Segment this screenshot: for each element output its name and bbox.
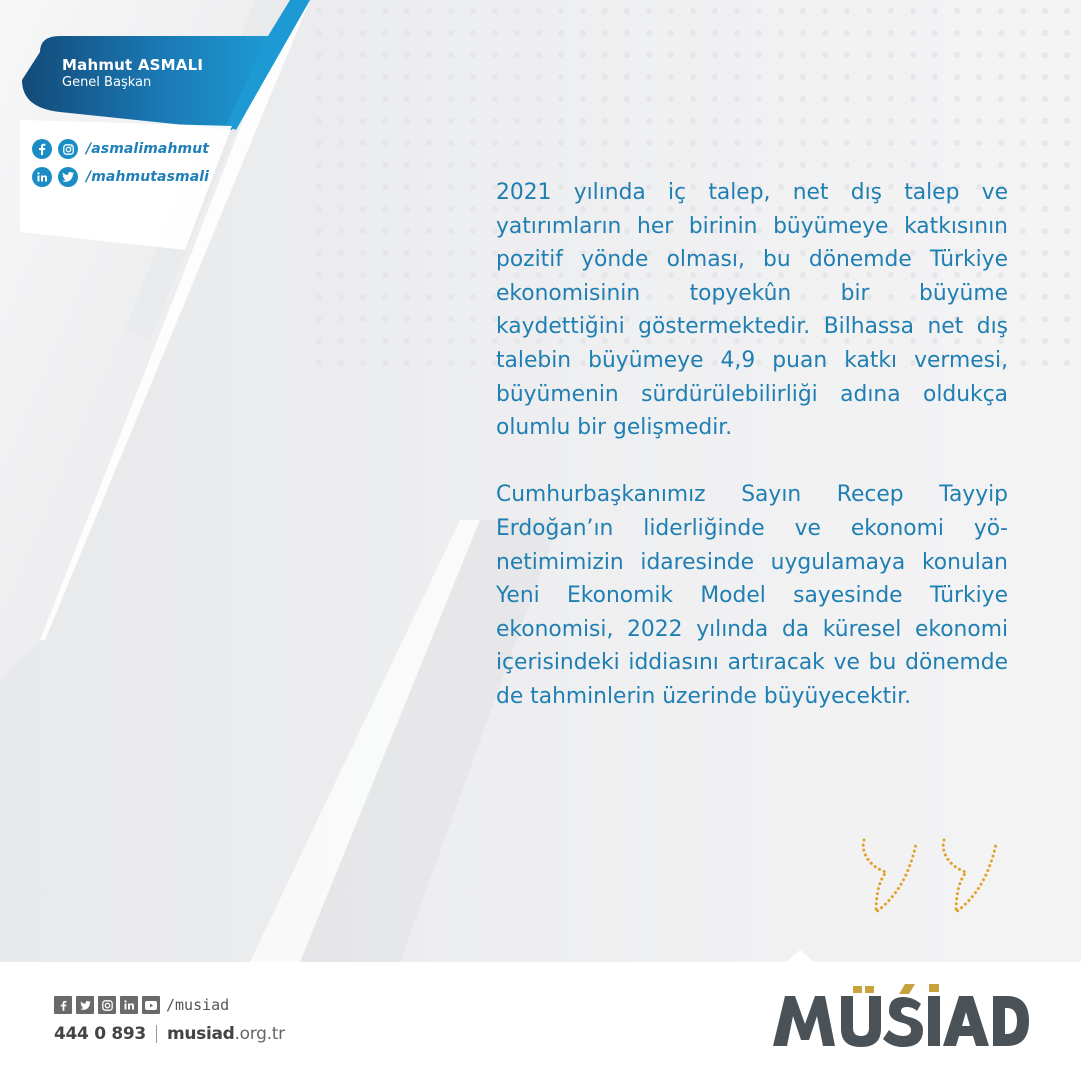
- twitter-icon[interactable]: [76, 996, 94, 1014]
- social-handle[interactable]: /asmalimahmut: [86, 141, 210, 157]
- quote-paragraph-1: 2021 yılında iç talep, net dış talep ve yatırımların her birinin büyümeye katkısının pozitif yönde olması, bu dönemde Türkiye ekonomisinin topyekûn bir büyüme kaydettiğini göstermektedir. Bilhassa net dış talebin büyümeye 4,9 puan katkı vermesi, büyümenin sürdürülebilirliği adına oldukça olumlu bir gelişmedir.: [496, 180, 1008, 441]
- divider: [156, 1025, 157, 1043]
- linkedin-icon[interactable]: [32, 167, 52, 187]
- footer-social-handle[interactable]: /musiad: [166, 996, 230, 1014]
- footer-social-icons[interactable]: [54, 996, 229, 1014]
- closing-quote-icon: [858, 834, 1008, 916]
- instagram-icon[interactable]: [58, 139, 78, 159]
- twitter-icon[interactable]: [58, 167, 78, 187]
- social-row-2[interactable]: [32, 165, 209, 189]
- speaker-title: Genel Başkan: [62, 75, 152, 90]
- website-suffix[interactable]: .org.tr: [234, 1024, 285, 1044]
- social-handle[interactable]: /mahmutasmali: [86, 169, 210, 185]
- quote-body: [496, 176, 1008, 714]
- musiad-logo: [771, 984, 1029, 1050]
- instagram-icon[interactable]: [98, 996, 116, 1014]
- phone-number[interactable]: 444 0 893: [54, 1024, 146, 1044]
- speaker-name-badge: [62, 56, 203, 90]
- social-row-1[interactable]: [32, 137, 209, 161]
- footer-notch: [0, 950, 1081, 970]
- website-link[interactable]: musiad: [166, 1024, 235, 1044]
- facebook-icon[interactable]: [32, 139, 52, 159]
- youtube-icon[interactable]: [142, 996, 160, 1014]
- linkedin-icon[interactable]: [120, 996, 138, 1014]
- facebook-icon[interactable]: [54, 996, 72, 1014]
- speaker-name: Mahmut ASMALI: [62, 56, 204, 74]
- footer-contact: [54, 1024, 285, 1044]
- quote-paragraph-2: Cumhurbaşkanımız Sayın Recep Tayyip Erdoğan’ın liderliğinde ve ekonomi yönetimimizin idaresinde uygulamaya konulan Yeni Ekonomik Model sayesinde Türkiye ekonomisi, 2022 yılında da küresel ekonomi içerisindeki iddiasını artıracak ve bu dönemde de tahminlerin üzerinde büyüyecektir.: [496, 482, 1008, 709]
